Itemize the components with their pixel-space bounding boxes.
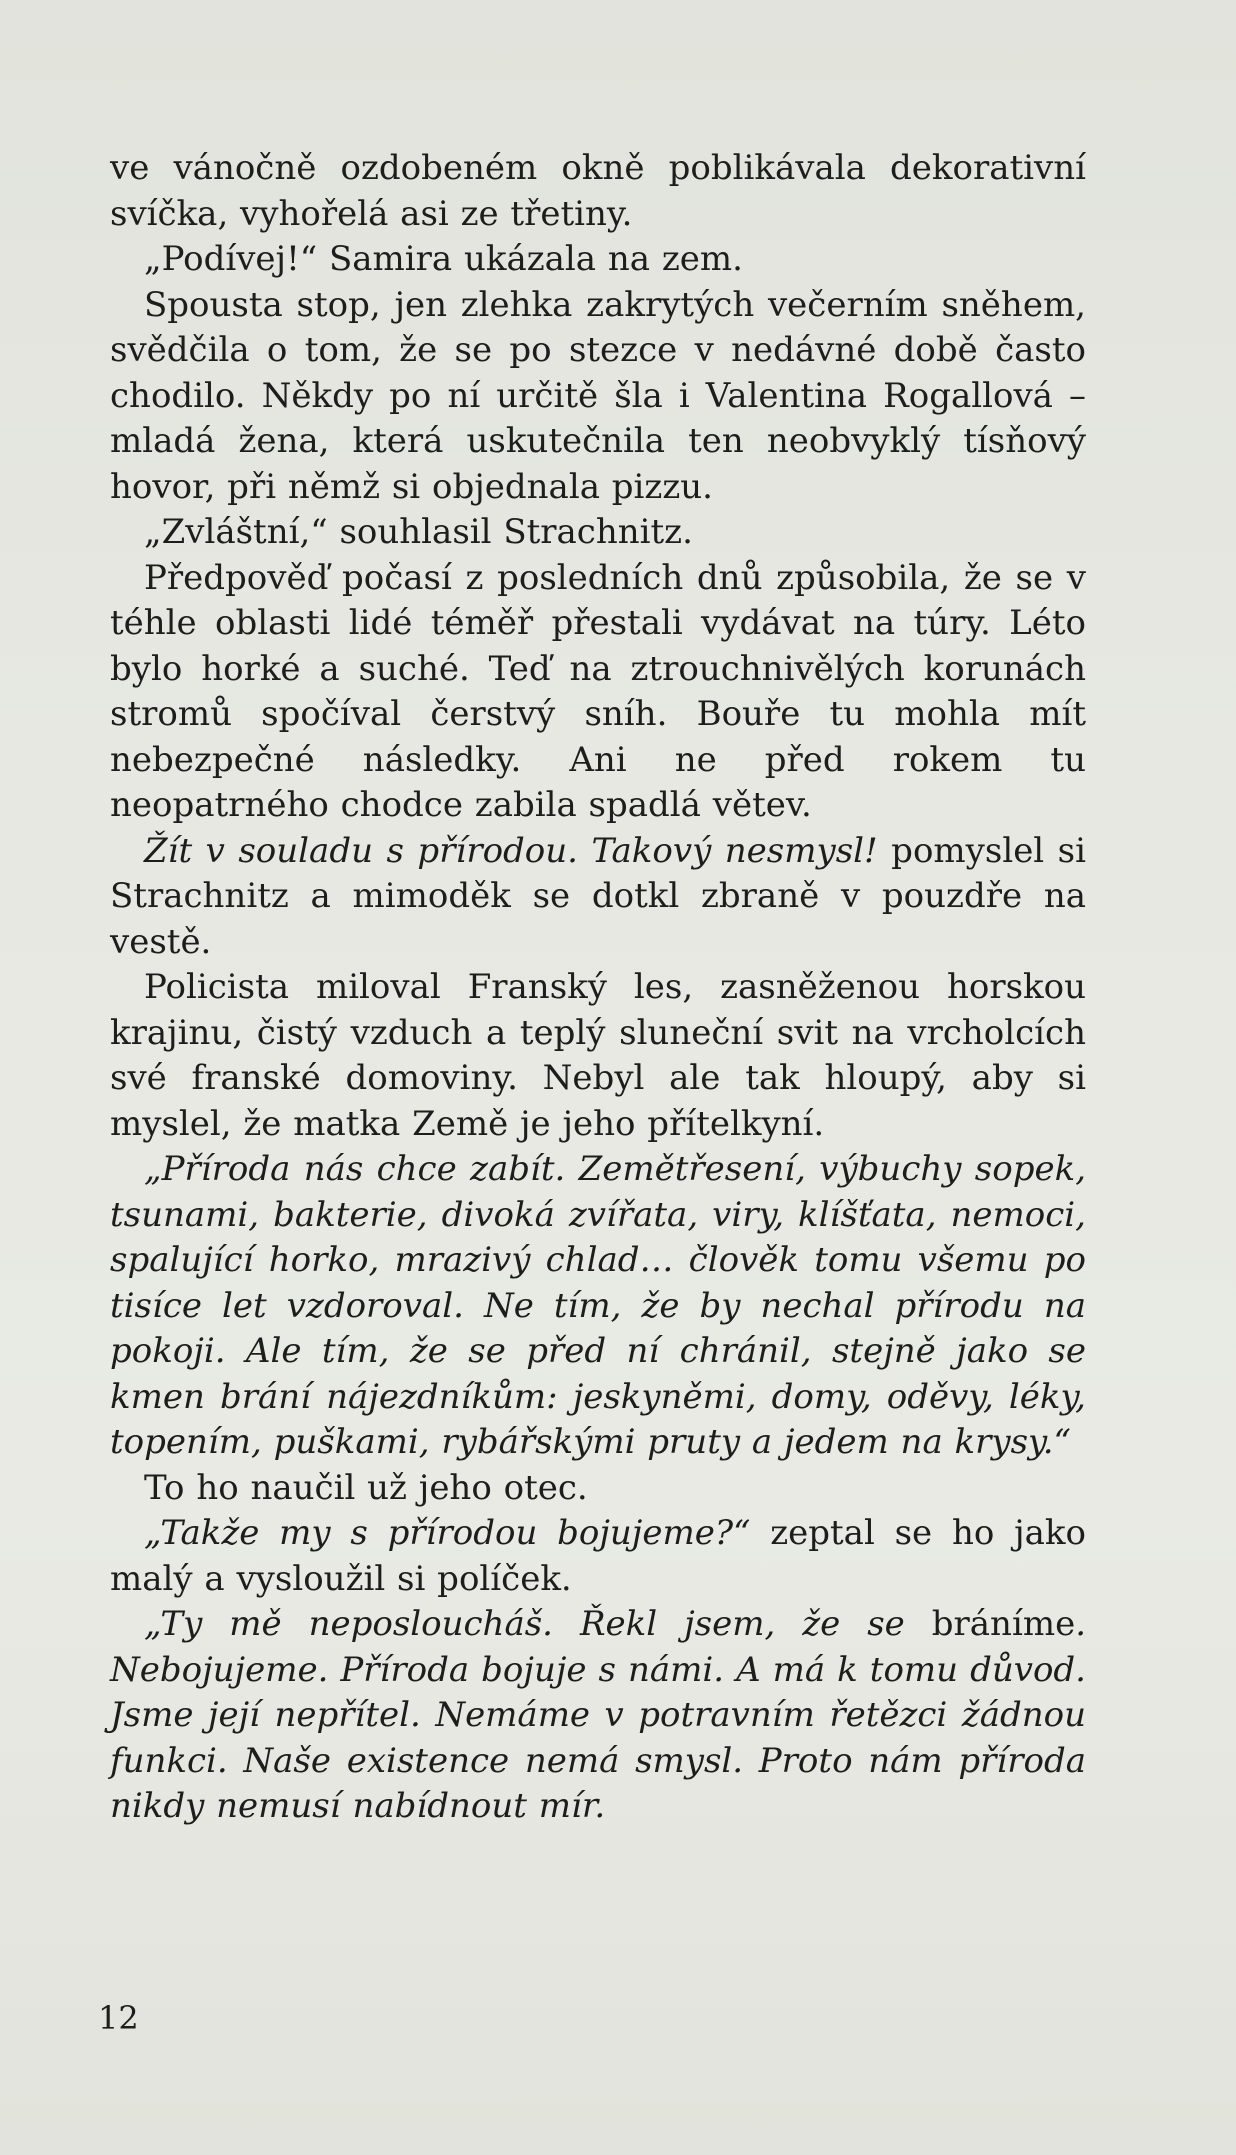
paragraph bbox=[110, 283, 1086, 511]
paragraph bbox=[110, 965, 1086, 1147]
italic-text-segment: Žít v souladu s přírodou. Takový nesmysl! bbox=[144, 830, 878, 871]
page-number: 12 bbox=[98, 1999, 139, 2037]
text-segment: ve vánočně ozdobeném okně poblikávala dekorativní svíčka, vyhořelá asi ze třetiny. bbox=[110, 148, 1086, 234]
paragraph bbox=[110, 510, 1086, 556]
text-segment: zeptal se ho jako malý a vysloužil si políček. bbox=[110, 1513, 1086, 1599]
text-segment: „Podívej!“ Samira ukázala na zem. bbox=[144, 239, 743, 279]
text-segment: pomyslel si Strachnitz a mimoděk se dotkl zbraně v pouzdře na vestě. bbox=[110, 830, 1087, 962]
text-segment: To ho naučil už jeho otec. bbox=[144, 1467, 588, 1508]
italic-text-segment: „Příroda nás chce zabít. Zemětřesení, výbuchy sopek, tsunami, bakterie, divoká zvířata, viry, klíšťata, nemoci, spalující horko, mrazivý chlad… člověk tomu všemu po tisíce let vzdoroval. Ne tím, že by nechal přírodu na pokoji. Ale tím, že se před ní chránil, stejně jako se kmen brání nájezdníkům: jeskyněmi, domy, oděvy, léky, topením, puškami, rybářskými pruty a jedem na krysy.“ bbox=[110, 1149, 1086, 1462]
paragraph bbox=[110, 146, 1086, 237]
italic-text-segment: . Nebojujeme. Příroda bojuje s námi. A má k tomu důvod. Jsme její nepřítel. Nemáme v potravním řetězci žádnou funkci. Naše existence nemá smysl. Proto nám příroda nikdy nemusí nabídnout mír. bbox=[110, 1604, 1086, 1826]
paragraph bbox=[110, 1466, 1086, 1512]
paragraph bbox=[110, 237, 1086, 283]
body-text bbox=[110, 146, 1086, 1830]
paragraph bbox=[110, 556, 1086, 829]
paragraph bbox=[110, 1147, 1086, 1466]
text-segment: bráníme bbox=[931, 1604, 1076, 1644]
text-segment: Spousta stop, jen zlehka zakrytých večerním sněhem, svědčila o tom, že se po stezce v nedávné době často chodilo. Někdy po ní určitě šla i Valentina Rogallová – mladá žena, která uskutečnila ten neobvyklý tísňový hovor, při němž si objednala pizzu. bbox=[110, 284, 1086, 507]
text-segment: Policista miloval Franský les, zasněženou horskou krajinu, čistý vzduch a teplý sluneční svit na vrcholcích své franské domoviny. Nebyl ale tak hloupý, aby si myslel, že matka Země je jeho přítelkyní. bbox=[110, 967, 1086, 1144]
text-segment: Předpověď počasí z posledních dnů způsobila, že se v téhle oblasti lidé téměř přestali vydávat na túry. Léto bylo horké a suché. Teď na ztrouchnivělých korunách stromů spočíval čerstvý sníh. Bouře tu mohla mít nebezpečné následky. Ani ne před rokem tu neopatrného chodce zabila spadlá větev. bbox=[110, 557, 1086, 825]
italic-text-segment: „Takže my s přírodou bojujeme?“ bbox=[144, 1513, 751, 1553]
italic-text-segment: „Ty mě neposloucháš. Řekl jsem, že se bbox=[144, 1604, 932, 1644]
paragraph bbox=[110, 1602, 1086, 1830]
text-segment: „Zvláštní,“ souhlasil Strachnitz. bbox=[144, 512, 693, 552]
paragraph bbox=[110, 1511, 1086, 1602]
paragraph bbox=[110, 829, 1086, 966]
